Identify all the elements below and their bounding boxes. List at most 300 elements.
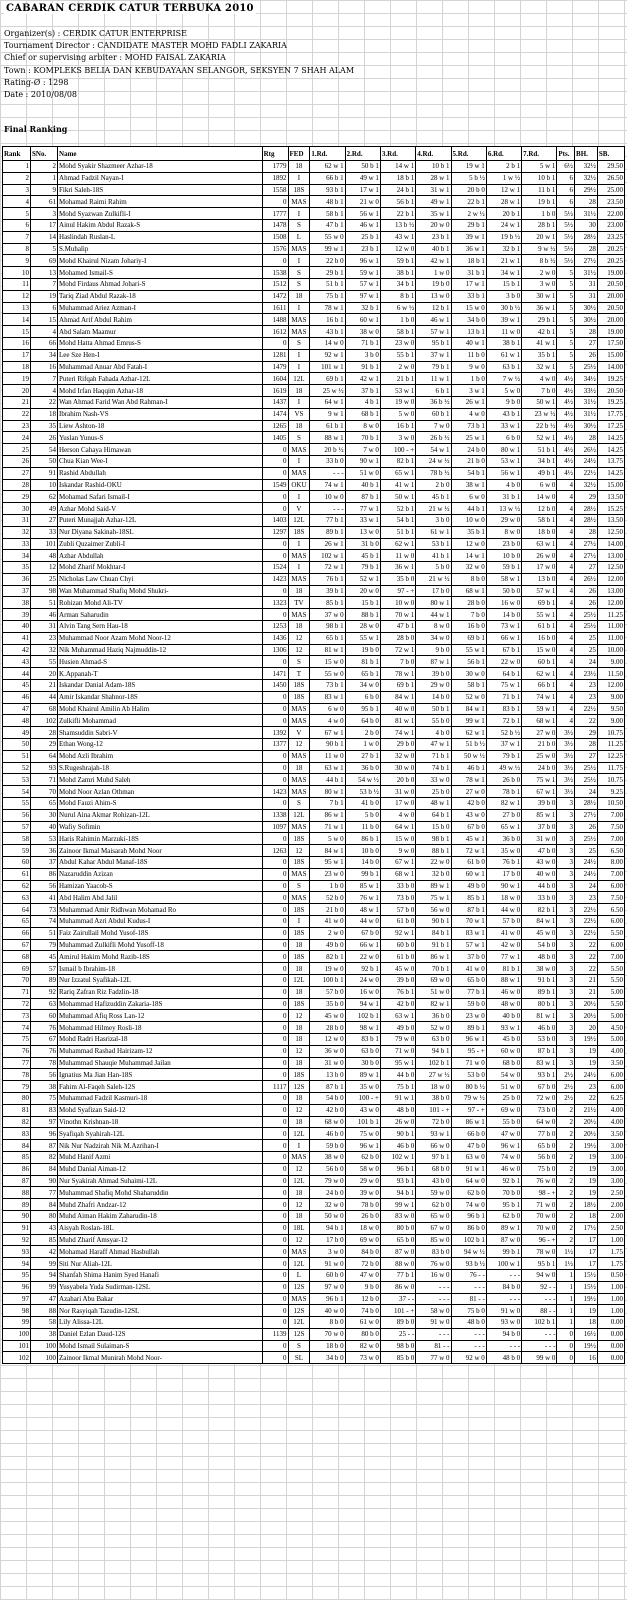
cell-round-1: 97 w 0 [310,1281,345,1293]
cell-round-2: 63 b 0 [345,1045,380,1057]
cell-name: Mohamad Raimi Rahim [58,196,263,208]
cell-round-3: 80 b 0 [380,1222,415,1234]
cell-name: Mohd Syafizan Said-12 [58,1104,263,1116]
cell-sno: 73 [31,904,58,916]
cell-buchholz: 19 [575,1163,598,1175]
cell-rank: 5 [3,208,31,220]
cell-round-4: 61 w 1 [416,526,451,538]
cell-fed: S [288,267,310,279]
cell-round-6: 17 b 0 [486,868,521,880]
cell-round-3: 12 w 0 [380,243,415,255]
cell-sonneborn-berger: 14.25 [597,467,624,479]
cell-buchholz: 32½ [575,172,598,184]
cell-name: Mohd Azli Ibrahim [58,750,263,762]
cell-round-5: 33 b 1 [451,290,486,302]
cell-rank: 17 [3,349,31,361]
cell-round-7: 83 w 1 [522,1057,557,1069]
cell-buchholz: 18 [575,1210,598,1222]
cell-fed: 18 [288,1092,310,1104]
cell-rank: 53 [3,774,31,786]
table-row [3,1258,625,1270]
cell-round-4: 9 b 0 [416,644,451,656]
cell-round-3: 22 b 1 [380,208,415,220]
cell-round-7: 72 w 0 [522,1092,557,1104]
cell-round-4: 22 w 0 [416,857,451,869]
cell-round-1: 29 b 1 [310,267,345,279]
cell-buchholz: 21½ [575,1104,598,1116]
cell-round-7: 48 b 0 [522,951,557,963]
cell-sno: 68 [31,703,58,715]
cell-rating: 0 [262,1234,288,1246]
cell-round-4: 80 w 1 [416,597,451,609]
cell-round-4: - - - [416,1328,451,1340]
cell-points: 5½ [557,243,575,255]
cell-rating: 0 [262,585,288,597]
cell-buchholz: 19 [575,1187,598,1199]
cell-round-4: 44 w 1 [416,609,451,621]
table-row [3,514,625,526]
table-row [3,727,625,739]
cell-rating: 0 [262,1104,288,1116]
cell-sonneborn-berger: 26.50 [597,172,624,184]
cell-sonneborn-berger: 10.00 [597,644,624,656]
cell-points: 3 [557,809,575,821]
cell-round-4: 74 b 1 [416,762,451,774]
cell-sno: 41 [31,892,58,904]
cell-round-1: 19 w 0 [310,963,345,975]
cell-sonneborn-berger: 4.00 [597,1104,624,1116]
cell-round-1: 46 b 0 [310,1128,345,1140]
cell-round-4: 46 w 1 [416,314,451,326]
cell-round-3: 17 w 0 [380,798,415,810]
cell-name: Muhammad Amir Ridhwan Mohamad Ro [58,904,263,916]
cell-round-7: 61 b 1 [522,621,557,633]
cell-round-3: 26 w 0 [380,1116,415,1128]
cell-buchholz: 22 [575,951,598,963]
cell-round-6: 54 w 0 [486,1069,521,1081]
cell-points: 3½ [557,750,575,762]
cell-points: 3 [557,833,575,845]
cell-points: 2 [557,1151,575,1163]
cell-rank: 22 [3,408,31,420]
cell-round-5: 72 w 1 [451,845,486,857]
cell-rank: 24 [3,432,31,444]
cell-round-1: 11 w 0 [310,750,345,762]
cell-round-1: 9 w 1 [310,408,345,420]
cell-round-6: 90 w 1 [486,880,521,892]
cell-sonneborn-berger: 20.50 [597,385,624,397]
cell-points: 4 [557,703,575,715]
cell-round-3: 93 b 1 [380,1175,415,1187]
cell-rating: 1392 [262,727,288,739]
col-round-1: 1.Rd. [310,147,345,161]
cell-round-3: 50 w 1 [380,491,415,503]
cell-name: Lily Alissa-12L [58,1317,263,1329]
cell-round-4: 53 b 1 [416,538,451,550]
cell-round-2: 81 b 1 [345,656,380,668]
cell-round-2: 38 w 0 [345,326,380,338]
cell-buchholz: 26 [575,349,598,361]
table-row [3,491,625,503]
cell-fed: MAS [288,868,310,880]
cell-round-3: 96 b 1 [380,1163,415,1175]
cell-sonneborn-berger: 4.50 [597,1022,624,1034]
cell-buchholz: 24½ [575,455,598,467]
cell-round-5: 35 b 1 [451,526,486,538]
cell-rating: 1779 [262,161,288,173]
cell-round-4: 17 b 0 [416,585,451,597]
cell-fed: 18S [288,998,310,1010]
cell-buchholz: 30 [575,219,598,231]
cell-round-1: 73 b 1 [310,680,345,692]
cell-name: K.Appanah-T [58,668,263,680]
cell-fed: MAS [288,1293,310,1305]
cell-round-6: 43 b 1 [486,408,521,420]
cell-round-6: 12 w 1 [486,184,521,196]
cell-buchholz: 22 [575,1092,598,1104]
cell-name: Muhd Zhafri Andzar-12 [58,1199,263,1211]
table-row [3,1175,625,1187]
cell-rank: 91 [3,1222,31,1234]
cell-round-2: 28 w 0 [345,621,380,633]
cell-points: 5 [557,361,575,373]
cell-fed: 12L [288,373,310,385]
cell-buchholz: 19 [575,1151,598,1163]
cell-rank: 92 [3,1234,31,1246]
table-row [3,644,625,656]
cell-fed: 18L [288,1222,310,1234]
cell-sonneborn-berger: 10.50 [597,798,624,810]
cell-round-7: 9 w ½ [522,243,557,255]
cell-round-2: 37 b 1 [345,385,380,397]
cell-round-3: 19 w 0 [380,396,415,408]
cell-round-7: 60 b 1 [522,656,557,668]
cell-sno: 94 [31,1269,58,1281]
cell-rank: 29 [3,491,31,503]
cell-round-5: 43 w 0 [451,809,486,821]
cell-points: 2 [557,1116,575,1128]
cell-round-3: 45 w 0 [380,963,415,975]
cell-name: Shanfah Shima Hanim Syed Hanafi [58,1269,263,1281]
cell-round-3: 49 b 0 [380,1022,415,1034]
cell-round-1: 93 b 1 [310,184,345,196]
cell-fed: 12L [288,974,310,986]
cell-sno: 38 [31,1328,58,1340]
cell-round-6: 25 b 0 [486,1092,521,1104]
table-row [3,1328,625,1340]
cell-round-5: 26 w 1 [451,396,486,408]
cell-round-2: 89 w 1 [345,1069,380,1081]
cell-points: 3 [557,951,575,963]
cell-sonneborn-berger: 12.00 [597,597,624,609]
table-row [3,526,625,538]
cell-round-6: 51 w 0 [486,1081,521,1093]
ranking-body [3,161,625,1364]
cell-round-1: 79 w 0 [310,1175,345,1187]
cell-rank: 51 [3,750,31,762]
cell-rating: 0 [262,1069,288,1081]
table-row [3,892,625,904]
cell-rank: 61 [3,868,31,880]
cell-sonneborn-berger: 10.75 [597,727,624,739]
cell-fed: I [288,538,310,550]
table-row [3,974,625,986]
cell-rating: 0 [262,951,288,963]
cell-round-1: 1 b 0 [310,880,345,892]
cell-round-7: 56 b 0 [522,1151,557,1163]
cell-sno: 4 [31,326,58,338]
cell-fed: MAS [288,750,310,762]
cell-round-4: 24 w ½ [416,455,451,467]
table-row [3,255,625,267]
cell-sonneborn-berger: 7.00 [597,868,624,880]
cell-round-6: 93 w 1 [486,1022,521,1034]
cell-sno: 18 [31,408,58,420]
cell-sonneborn-berger: 19.00 [597,326,624,338]
cell-name: Zainoor Ikmal Maisarah Mohd Noor [58,845,263,857]
cell-round-2: 101 b 1 [345,1116,380,1128]
cell-round-2: 84 b 0 [345,1246,380,1258]
cell-name: Mohammad Hilmey Rosli-18 [58,1022,263,1034]
cell-round-3: 90 b 1 [380,1128,415,1140]
cell-sonneborn-berger: 17.50 [597,337,624,349]
table-row [3,1210,625,1222]
cell-round-3: 95 w 1 [380,1057,415,1069]
table-row [3,208,625,220]
cell-round-4: 43 b 0 [416,1175,451,1187]
cell-round-3: 7 b 0 [380,656,415,668]
cell-name: Haslindah Ruslan-L [58,231,263,243]
cell-sonneborn-berger: 6.00 [597,916,624,928]
cell-round-7: 80 b 1 [522,998,557,1010]
cell-round-4: 12 b 1 [416,302,451,314]
cell-buchholz: 26½ [575,444,598,456]
cell-sno: 66 [31,337,58,349]
cell-round-2: 50 b 1 [345,161,380,173]
cell-rating: 0 [262,892,288,904]
col-round-5: 5.Rd. [451,147,486,161]
table-row [3,632,625,644]
table-row [3,798,625,810]
cell-round-6: 79 b 1 [486,750,521,762]
cell-round-2: 90 w 1 [345,455,380,467]
cell-buchholz: 31½ [575,267,598,279]
cell-rating: 1117 [262,1081,288,1093]
cell-buchholz: 23 [575,892,598,904]
cell-round-3: 41 w 1 [380,479,415,491]
table-row [3,786,625,798]
cell-round-1: 94 b 1 [310,1222,345,1234]
cell-fed: MAS [288,573,310,585]
cell-round-6: 68 b 0 [486,1057,521,1069]
cell-round-4: 94 b 1 [416,1045,451,1057]
cell-round-1: 68 w 0 [310,1116,345,1128]
table-row [3,1045,625,1057]
cell-round-5: 7 b 0 [451,609,486,621]
cell-round-6: 76 b 1 [486,857,521,869]
cell-round-4: 10 b 1 [416,161,451,173]
cell-round-6: 4 b 0 [486,479,521,491]
table-row [3,1222,625,1234]
cell-buchholz: 31 [575,290,598,302]
cell-rating: 0 [262,550,288,562]
cell-round-3: 31 w 0 [380,786,415,798]
cell-rank: 16 [3,337,31,349]
table-row [3,1057,625,1069]
cell-fed: 12 [288,632,310,644]
info-rating: Rating-Ø : 1298 [4,77,69,87]
cell-buchholz: 19 [575,1057,598,1069]
cell-fed: MAS [288,196,310,208]
cell-round-2: 43 w 0 [345,1104,380,1116]
cell-sonneborn-berger: 6.00 [597,880,624,892]
cell-name: Mohd Zamri Muhd Saleh [58,774,263,786]
cell-round-5: 96 b 1 [451,1210,486,1222]
cell-round-4: 21 w ½ [416,573,451,585]
cell-round-5: 17 w 1 [451,278,486,290]
info-date: Date : 2010/08/08 [4,89,78,99]
table-row [3,774,625,786]
cell-round-4: 20 w 0 [416,219,451,231]
cell-round-3: 99 w 1 [380,1199,415,1211]
cell-round-2: 86 b 1 [345,833,380,845]
cell-round-6: 41 w 0 [486,927,521,939]
cell-points: 3 [557,821,575,833]
table-row [3,998,625,1010]
cell-buchholz: 27 [575,750,598,762]
cell-round-5: 13 b 1 [451,326,486,338]
cell-rank: 37 [3,585,31,597]
col-round-6: 6.Rd. [486,147,521,161]
table-row [3,1199,625,1211]
cell-sonneborn-berger: 6.50 [597,904,624,916]
cell-round-5: 14 w 1 [451,550,486,562]
cell-sno: 62 [31,491,58,503]
cell-name: Amir Iskandar Shahnor-18S [58,691,263,703]
cell-round-3: 98 b 0 [380,1340,415,1352]
cell-round-6: 45 b 0 [486,1033,521,1045]
table-row [3,680,625,692]
cell-sno: 43 [31,1222,58,1234]
cell-rank: 77 [3,1057,31,1069]
cell-points: 1 [557,1317,575,1329]
cell-buchholz: 22½ [575,927,598,939]
cell-sonneborn-berger: 7.00 [597,833,624,845]
cell-round-3: 68 w 1 [380,868,415,880]
cell-sno: 75 [31,1092,58,1104]
cell-round-7: 78 w 0 [522,1246,557,1258]
cell-round-5: 38 w 1 [451,479,486,491]
cell-sonneborn-berger: 9.00 [597,715,624,727]
cell-round-6: 55 b 0 [486,1116,521,1128]
cell-sonneborn-berger: 12.25 [597,750,624,762]
cell-fed: S [288,880,310,892]
cell-round-4: 69 w 0 [416,974,451,986]
cell-round-1: 66 b 1 [310,172,345,184]
cell-round-3: 28 b 0 [380,632,415,644]
cell-rank: 30 [3,503,31,515]
cell-round-1: 6 w 0 [310,703,345,715]
cell-round-5: 81 - - [451,1293,486,1305]
cell-round-4: 28 w 1 [416,172,451,184]
cell-points: 0 [557,1352,575,1364]
cell-points: 3 [557,868,575,880]
cell-rating: 0 [262,1140,288,1152]
cell-rating: 1471 [262,668,288,680]
cell-round-6: 89 w 1 [486,1222,521,1234]
cell-rank: 60 [3,857,31,869]
cell-round-2: 82 w 0 [345,1340,380,1352]
cell-points: 3½ [557,739,575,751]
cell-points: 3 [557,1033,575,1045]
cell-name: Siti Nur Aliah-12L [58,1258,263,1270]
table-row [3,302,625,314]
cell-round-6: 56 w 1 [486,467,521,479]
cell-name: Muhd Zharif Amsyar-12 [58,1234,263,1246]
cell-sno: 84 [31,1199,58,1211]
cell-sonneborn-berger: 3.00 [597,1163,624,1175]
cell-round-3: 10 w 0 [380,597,415,609]
cell-round-7: 102 b 1 [522,1317,557,1329]
cell-round-7: 67 b 0 [522,1081,557,1093]
table-row [3,161,625,173]
cell-round-7: 53 b 0 [522,1033,557,1045]
cell-round-3: 78 w 1 [380,668,415,680]
cell-name: Lee Sze Hen-I [58,349,263,361]
cell-round-4: 3 b 0 [416,514,451,526]
cell-round-7: 1 b 0 [522,208,557,220]
cell-round-6: 14 b 0 [486,609,521,621]
cell-round-5: 93 b ½ [451,1258,486,1270]
cell-rating: 0 [262,986,288,998]
cell-round-7: 84 w 1 [522,916,557,928]
cell-round-3: 32 w 0 [380,750,415,762]
cell-round-3: 58 b 1 [380,326,415,338]
cell-round-3: 70 w 1 [380,609,415,621]
cell-fed: MAS [288,821,310,833]
cell-sonneborn-berger: 6.00 [597,1069,624,1081]
cell-buchholz: 20½ [575,1116,598,1128]
cell-sonneborn-berger: 15.00 [597,349,624,361]
cell-round-7: 91 b 1 [522,974,557,986]
cell-round-5: 39 w 1 [451,231,486,243]
cell-points: 3 [557,963,575,975]
table-row [3,809,625,821]
cell-round-3: 87 w 0 [380,1246,415,1258]
cell-round-7: 31 w 0 [522,833,557,845]
cell-rating: 0 [262,656,288,668]
info-town: Town : KOMPLEKS BELIA DAN KEBUDAYAAN SELANGOR, SEKSYEN 7 SHAH ALAM [4,65,355,75]
cell-rank: 13 [3,302,31,314]
cell-sonneborn-berger: 20.00 [597,290,624,302]
cell-round-2: 57 w 1 [345,278,380,290]
cell-round-2: 42 w 1 [345,373,380,385]
cell-rating: 0 [262,196,288,208]
cell-rating: 0 [262,1317,288,1329]
cell-buchholz: 25½ [575,621,598,633]
cell-rank: 65 [3,916,31,928]
cell-round-5: 44 b 1 [451,503,486,515]
cell-round-5: 23 w 0 [451,1010,486,1022]
cell-sno: 12 [31,562,58,574]
cell-fed: MAS [288,715,310,727]
cell-round-4: 7 w 0 [416,420,451,432]
cell-round-2: 58 w 0 [345,1163,380,1175]
table-row [3,337,625,349]
table-row [3,290,625,302]
cell-points: 4½ [557,467,575,479]
cell-rating: 0 [262,974,288,986]
